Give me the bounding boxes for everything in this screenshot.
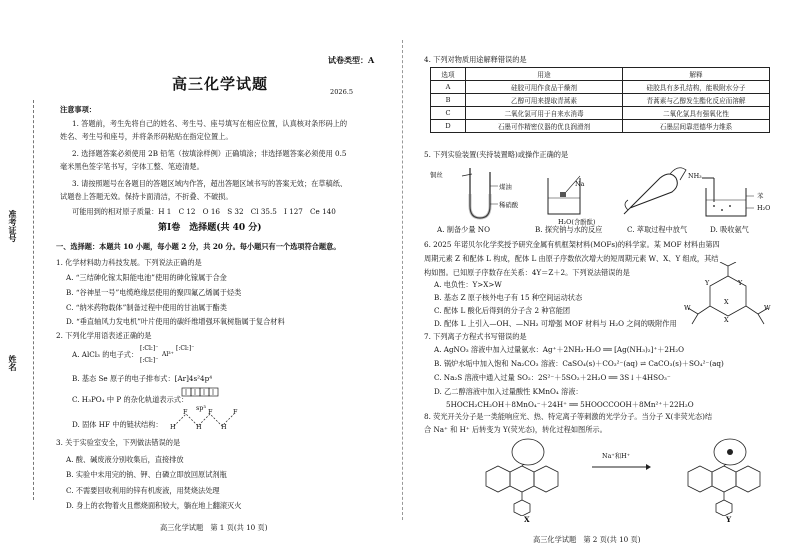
table-cell: 乙醇可用来提取青蒿素 [466, 94, 623, 107]
table-row [431, 107, 770, 120]
q8-line: 合 Na⁺ 和 H⁺ 后转变为 Y(荧光态)，转化过程如图所示。 [424, 425, 607, 434]
atomic-masses: 可能用到的相对原子质量：H 1 C 12 O 16 S 32 Cl 35.5 I 127 Ce 140 [72, 207, 336, 216]
table-cell: 青蒿素与乙醇发生酯化反应而溶解 [623, 94, 770, 107]
binding-line [33, 100, 34, 500]
table-cell: 硅胶可用作食品干燥剂 [466, 81, 623, 94]
q6-line: 周期元素 Z 和配体 L 构成，配体 L 由原子序数依次增大的短周期元素 W、X、Y 组成，其结 [424, 254, 719, 263]
ticket-number-label: 准考证号 [8, 210, 18, 242]
footer-page1: 高三化学试题 第 1 页(共 10 页) [160, 523, 268, 532]
q7-option-c: C. Na₂S 溶液中通入过量 SO₂：2S²⁻＋5SO₂＋2H₂O ══ 3S↓＋4HSO₃⁻ [434, 373, 671, 382]
table-row [431, 120, 770, 133]
table-cell: 石墨可作精密仪器的优良润滑剂 [466, 120, 623, 133]
molecule-y-diagram [670, 436, 780, 516]
table-cell: C [431, 107, 466, 120]
hf-atom: H [196, 423, 202, 431]
svg-text:[:Cl:]⁻: [:Cl:]⁻ [140, 345, 159, 352]
molecule-x-diagram [468, 436, 578, 516]
hf-atom: H [221, 423, 227, 431]
note-line: 姓名、考生号和座号，并将条形码粘贴在指定位置上。 [60, 132, 233, 141]
table-header: 解释 [623, 68, 770, 81]
table-cell: 二氧化氯可用于自来水消毒 [466, 107, 623, 120]
atom-label: X [724, 316, 729, 324]
svg-text:[:Cl:]⁻: [:Cl:]⁻ [176, 345, 194, 352]
q1-option-d: D. “垂直轴风力发电机”叶片使用的碳纤维增强环氧树脂属于复合材料 [66, 317, 285, 326]
apparatus-c-separatory-funnel [620, 160, 690, 224]
q5-stem: 5. 下列实验装置(夹持装置略)或操作正确的是 [424, 150, 569, 159]
atom-label: W [764, 304, 771, 312]
q2-option-a: A. AlCl₃ 的电子式： [72, 350, 139, 359]
table-cell: 二氧化氯具有强氧化性 [623, 107, 770, 120]
q6-option-c: C. 配体 L 酸化后得到的分子含 2 种官能团 [434, 306, 571, 315]
q3-option-b: B. 实验中未用完的钠、钾、白磷立即放回原试剂瓶 [66, 470, 227, 479]
dilute-nitric-label: 稀硝酸 [499, 201, 519, 209]
atom-label: Y [738, 279, 743, 287]
q7-option-d: D. 乙二醇溶液中加入过量酸性 KMnO₄ 溶液： [434, 387, 583, 396]
q1-option-a: A. “三结砷化镓太阳能电池”使用的砷化镓属于合金 [66, 273, 227, 282]
q6-line: 构如图。已知原子序数存在关系：4Y＝Z＋2。下列说法错误的是 [424, 268, 630, 277]
nh3-label: NH₃ [688, 172, 702, 180]
h2o-label: H₂O [757, 204, 771, 212]
table-cell: B [431, 94, 466, 107]
apparatus-a-u-tube [440, 164, 510, 224]
q6-option-d: D. 配体 L 上引入—OH、—NH₂ 可增强 MOF 材料与 H₂O 之间的吸附作用 [434, 319, 677, 328]
q2-option-c: C. H₃PO₄ 中 P 的杂化轨道表示式： [72, 395, 189, 404]
atom-label: Y [705, 279, 710, 287]
svg-text:[:Cl:]⁻: [:Cl:]⁻ [140, 357, 159, 364]
q6-line: 6. 2025 年诺贝尔化学奖授予研究金属有机框架材料(MOFs)的科学家。某 MOF 材料由第四 [424, 240, 720, 249]
exam-title: 高三化学试题 [172, 75, 269, 93]
q3-option-a: A. 酸、碱废液分别收集后，直接排放 [66, 455, 184, 464]
table-cell: 石墨层间靠范德华力维系 [623, 120, 770, 133]
copper-wire-label: 铜丝 [430, 171, 443, 179]
hf-atom: F [183, 408, 188, 416]
table-row [431, 81, 770, 94]
notes-title: 注意事项： [60, 105, 96, 114]
table-row [431, 94, 770, 107]
sp3-orbital-diagram [180, 386, 224, 406]
table-cell: A [431, 81, 466, 94]
q3-option-d: D. 身上的衣物着火且燃烧面积较大，躺在地上翻滚灭火 [66, 501, 242, 510]
note-line: 毫米黑色签字笔书写，字体工整、笔迹清楚。 [60, 162, 204, 171]
atom-label: X [724, 298, 729, 306]
hf-atom: F [233, 408, 238, 416]
q8-line: 8. 荧光开关分子是一类能响应光、热、特定离子等刺激的光学分子。当分子 X(非荧光态)结 [424, 412, 713, 421]
q7-option-a: A. AgNO₃ 溶液中加入过量氨水：Ag⁺＋2NH₃·H₂O ══ [Ag(NH₃)₂]⁺＋2H₂O [434, 345, 685, 354]
q5-caption-b: B. 探究钠与水的反应 [535, 225, 603, 234]
q2-option-d: D. 固体 HF 中的链状结构： [72, 420, 163, 429]
binding-margin [0, 0, 34, 558]
q1-option-b: B. “谷神星一号”电缆绝缘层使用的聚四氟乙烯属于烃类 [66, 288, 242, 297]
molecule-x-label: X [524, 515, 530, 524]
atom-label: W [684, 304, 691, 312]
table-header: 用途 [466, 68, 623, 81]
table-header: 选项 [431, 68, 466, 81]
alcl3-electron-formula [138, 340, 194, 366]
q2-stem: 2. 下列化学用语表述正确的是 [56, 331, 152, 340]
q7-option-b: B. 锅炉水垢中加入饱和 Na₂CO₃ 溶液：CaSO₄(s)＋CO₃²⁻(aq) ⇌ CaCO₃(s)＋SO₄²⁻(aq) [434, 359, 724, 368]
footer-page2: 高三化学试题 第 2 页(共 10 页) [533, 535, 641, 544]
q1-stem: 1. 化学材料助力科技发展。下列说法正确的是 [56, 258, 202, 267]
note-line: 1. 答题前，考生先将自己的姓名、考生号、座号填写在相应位置，认真核对条形码上的 [72, 119, 348, 128]
q3-option-c: C. 不需要回收利用的锌有机废液，用焚烧法处理 [66, 486, 220, 495]
arrow-label: Na⁺和H⁺ [602, 452, 631, 460]
name-label: 姓名 [8, 355, 18, 371]
sp3-label: sp³ [196, 404, 206, 412]
q7-option-d-equation: 5HOCH₂CH₂OH＋8MnO₄⁻＋24H⁺ ══ 5HOOCCOOH＋8Mn²⁺＋22H₂O [446, 400, 694, 409]
section-intro: 一、选择题：本题共 10 小题，每小题 2 分，共 20 分。每小题只有一个选项符合题意。 [56, 242, 341, 251]
note-line: 2. 选择题答案必须使用 2B 铅笔（按填涂样例）正确填涂；非选择题答案必须使用 0.5 [72, 149, 347, 158]
benzene-label: 苯 [757, 192, 764, 200]
h2o-phenol-label: H₂O(含酚酞) [558, 218, 596, 226]
hf-atom: F [208, 408, 213, 416]
svg-text:Al³⁺: Al³⁺ [162, 351, 174, 358]
q4-stem: 4. 下列对物质用途解释错误的是 [424, 55, 527, 64]
q5-caption-a: A. 制备少量 NO [437, 225, 490, 234]
conversion-arrow [590, 462, 652, 472]
q6-option-a: A. 电负性：Y>X>W [434, 280, 502, 289]
table-cell: 硅胶具有多孔结构，能吸附水分子 [623, 81, 770, 94]
q1-option-c: C. “纳米药物载体”制备过程中使用的甘油属于酯类 [66, 303, 227, 312]
paper-type: 试卷类型：A [328, 55, 375, 65]
page-divider [402, 40, 403, 520]
hf-atom: H [170, 423, 176, 431]
molecule-y-label: Y [726, 515, 732, 524]
q3-stem: 3. 关于实验室安全，下列做法错误的是 [56, 438, 181, 447]
kerosene-label: 煤油 [499, 183, 512, 191]
na-label: Na [575, 180, 585, 188]
q2-option-b: B. 基态 Se 原子的电子排布式：[Ar]4s²4p⁴ [72, 374, 213, 383]
note-line: 试题卷上答题无效。保持卡面清洁，不折叠、不破损。 [60, 192, 233, 201]
q6-option-b: B. 基态 Z 原子核外电子有 15 种空间运动状态 [434, 293, 583, 302]
exam-date: 2026.5 [330, 88, 354, 96]
q5-caption-d: D. 吸收氨气 [710, 225, 749, 234]
apparatus-b-beaker [540, 168, 600, 220]
note-line: 3. 请按照题号在各题目的答题区域内作答，超出答题区域书写的答案无效；在草稿纸、 [72, 179, 348, 188]
section-title: 第Ⅰ卷 选择题(共 40 分) [158, 223, 262, 233]
q5-caption-c: C. 萃取过程中放气 [627, 225, 688, 234]
table-cell: D [431, 120, 466, 133]
q4-table [430, 67, 770, 133]
q7-stem: 7. 下列离子方程式书写错误的是 [424, 332, 527, 341]
